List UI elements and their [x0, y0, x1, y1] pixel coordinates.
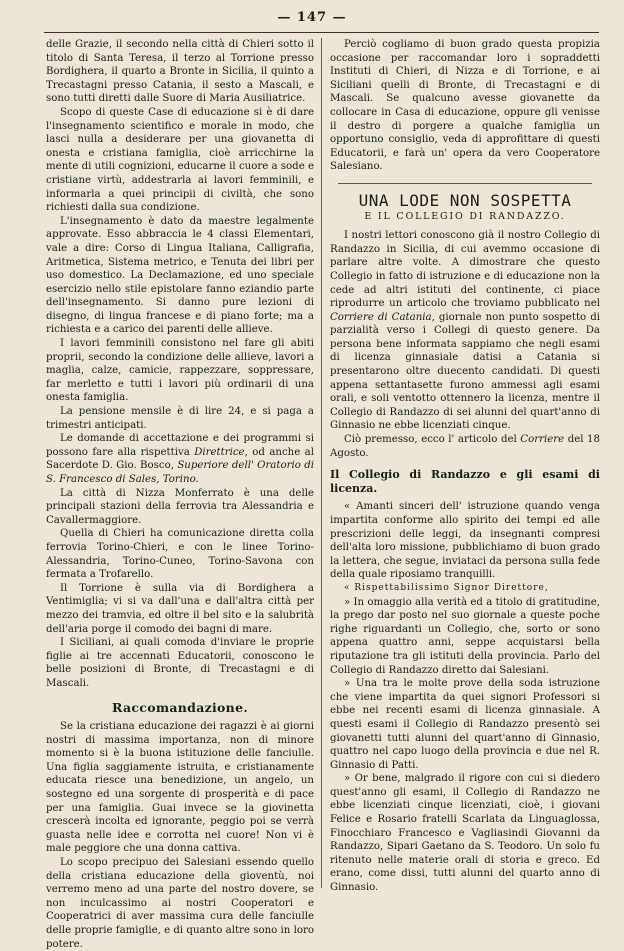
article-separator: [338, 183, 592, 184]
column-divider: [321, 38, 322, 888]
paragraph: I lavori femminili consistono nel fare gli abiti proprii, secondo la condizione delle allieve, lavori a maglia, calze, camicie, rappezzare, soppressare, far merletto e tutti i lavori più ordinarii di una onesta famiglia.: [46, 338, 314, 404]
salutation: « Rispettabilissimo Signor Direttore,: [344, 582, 549, 593]
italic-run: Corriere: [520, 434, 565, 446]
paragraph: L'insegnamento è dato da maestre legalmente approvate. Esso abbraccia le 4 classi Elementari, vale a dire: Corso di Lingua Italiana, Calligrafia, Aritmetica, Sistema metrico, e Tenuta dei libri per uso domestico. La Declamazione, ed uno speciale esercizio nello stile epistolare fanno eziandio parte dell'insegnamento. Si danno pure lezioni di disegno, di lingua francese e di piano forte; ma a richiesta e a carico dei parenti delle allieve.: [46, 215, 314, 336]
paragraph: [330, 229, 600, 433]
paragraph: delle Grazie, il secondo nella città di Chieri sotto il titolo di Santa Teresa, il terzo al Torrione presso Bordighera, il quarto a Bronte in Sicilia, il quinto a Trecastagni presso Catania, il sesto a Mascali, e sono tutti diretti dalle Suore di Maria Ausiliatrice.: [46, 39, 314, 105]
text-run: Ciò premesso, ecco l' articolo del: [344, 434, 521, 446]
paragraph: La città di Nizza Monferrato è una delle principali stazioni della ferrovia tra Alessandria e Cavallermaggiore.: [46, 487, 314, 526]
italic-run: Corriere di Catania: [330, 311, 432, 323]
text-run: , giornale non punto sospetto di parzialità verso i Collegi di questo genere. Da persona bene informata sappiamo che negli esami di licenza ginnasiale datisi a Catania si presentarono oltre duecento candidati. Di questi appena settantasette furono ammessi agli esami orali, e soli ventotto ottennero la licenza, mentre il Collegio di Randazzo di sei alunni del quart'anno di Ginnasio ne ebbe licenziati cinque.: [330, 311, 600, 432]
article-subtitle: E IL COLLEGIO DI RANDAZZO.: [364, 210, 566, 222]
text-run: del 18 Agosto.: [330, 434, 600, 459]
text-run: I nostri lettori conoscono già il nostro Collegio di Randazzo in Sicilia, di cui avemmo occasione di parlare altre volte. A dimostrare che questo Collegio in fatto di istruzione e di educazione non la cede ad altri istituti del continente, ci piace riprodurre un articolo che troviamo pubblicato nel: [330, 230, 600, 310]
text-run: , od anche al Sacerdote D. Gio. Bosco,: [46, 446, 315, 472]
paragraph: Perciò cogliamo di buon grado questa propizia occasione per raccomandar loro i sopraddetti Instituti di Chieri, di Nizza e di Torrione, e ai Siciliani quelli di Bronte, di Trecastagni e di Mascali. Se qualcuno avesse giovanette da collocare in Casa di educazione, oppure gli venisse il destro di porgere a qualche famiglia un opportuno consiglio, veda di approfittare di questi Educatorii, e farà un' opera da vero Cooperatore Salesiano.: [330, 39, 600, 173]
paragraph: « Amanti sinceri dell' istruzione quando venga impartita conforme allo spirito dei tempi ed alle prescrizioni delle leggi, da insegnanti compresi dell'alta loro missione, pubblichiamo di buon grado la lettera, che segue, inviataci da persona sulla fede della quale riposiamo tranquilli.: [330, 501, 600, 581]
paragraph: [330, 433, 600, 460]
paragraph: » Una tra le molte prove della soda istruzione che viene impartita da quei signori Professori si ebbe nei recenti esami di licenza ginnasiale. A questi esami il Collegio di Randazzo presentò sei giovanetti tutti alunni del quart'anno di Ginnasio, quattro nel capo luogo della provincia e due nel R. Ginnasio di Patti.: [330, 678, 600, 771]
paragraph: I Siciliani, ai quali comoda d'inviare le proprie figlie ai tre accennati Educatorii, conoscono le belle posizioni di Bronte, di Trecastagni e di Mascali.: [46, 637, 314, 689]
article-title: UNA LODE NON SOSPETTA: [358, 190, 572, 210]
right-column: [330, 38, 600, 895]
italic-run: Superiore dell' Oratorio di S. Francesco di Sales, Torino.: [46, 460, 314, 485]
page-number: — 147 —: [277, 10, 347, 25]
text-run: Le domande di accettazione e dei programmi si possono fare alla rispettiva: [46, 433, 314, 458]
paragraph: [46, 432, 314, 486]
section-heading: Il Collegio di Randazzo e gli esami di licenza.: [330, 468, 600, 495]
header-rule: [44, 32, 599, 33]
left-column: [46, 38, 314, 951]
paragraph: Il Torrione è sulla via di Bordighera a Ventimiglia; vi si va dall'una e dall'altra città per mezzo dei tramvia, ed oltre il bel sito e la salubrità dell'aria porge il comodo dei bagni di mare.: [46, 582, 314, 635]
paragraph: La pensione mensile è di lire 24, e si paga a trimestri anticipati.: [46, 406, 314, 431]
italic-run: Direttrice: [194, 446, 245, 458]
section-title-raccomandazione: Raccomandazione.: [112, 699, 248, 715]
paragraph: » In omaggio alla verità ed a titolo di gratitudine, la prego dar posto nel suo giornale a queste poche righe riguardanti un Collegio, che, sorto or sono appena quattro anni, seppe acquistarsi bella riputazione tra gli istituti della provincia. Parlo del Collegio di Randazzo diretto dai Salesiani.: [330, 596, 600, 676]
paragraph: Scopo di queste Case di educazione si è di dare l'insegnamento scientifico e morale in modo, che lasci nulla a desiderare per una giovanetta di onesta e cristiana famiglia, cioè arricchirne la mente di utili cognizioni, educarne il cuore a sode e cristiane virtù, addestrarla ai lavori femminili, e informarla a quei principii di civiltà, che sono richiesti dalla sua condizione.: [46, 106, 314, 214]
paragraph: Se la cristiana educazione dei ragazzi è ai giorni nostri di massima importanza, non di minore momento si è la buona istituzione delle fanciulle. Una figlia saggiamente istruita, e cristianamente educata riesce una benedizione, un angelo, un sostegno ed una sorgente di prosperità e di pace per una famiglia. Guai invece se la giovinetta crescerà incolta ed ignorante, peggio poi se verrà guasta nelle idee e corrotta nel cuore! Non vi è male peggiore che una donna cattiva.: [46, 721, 314, 855]
paragraph: Quella di Chieri ha comunicazione diretta colla ferrovia Torino-Chieri, e con le linee Torino-Alessandria, Torino-Cuneo, Torino-Savona con fermata a Trofarello.: [46, 528, 314, 581]
paragraph: Lo scopo precipuo dei Salesiani essendo quello della cristiana educazione della gioventù, noi verremo meno ad una parte del nostro dovere, se non inculcassimo ai nostri Cooperatori e Cooperatrici di aver massima cura delle fanciulle delle proprie famiglie, e di quanto altre sono in loro potere.: [46, 857, 314, 950]
paragraph: » Or bene, malgrado il rigore con cui si diedero quest'anno gli esami, il Collegio di Randazzo ne ebbe licenziati cinque licenziati, cioè, i giovani Felice e Rosario fratelli Scarlata da Linguaglossa, Finocchiaro Francesco e Vagliasindi Giovanni da Randazzo, Sipari Gaetano da S. Teodoro. Un solo fu ritenuto nelle materie orali di storia e greco. Ed erano, come dissi, tutti alunni del quarto anno di Ginnasio.: [330, 773, 600, 894]
